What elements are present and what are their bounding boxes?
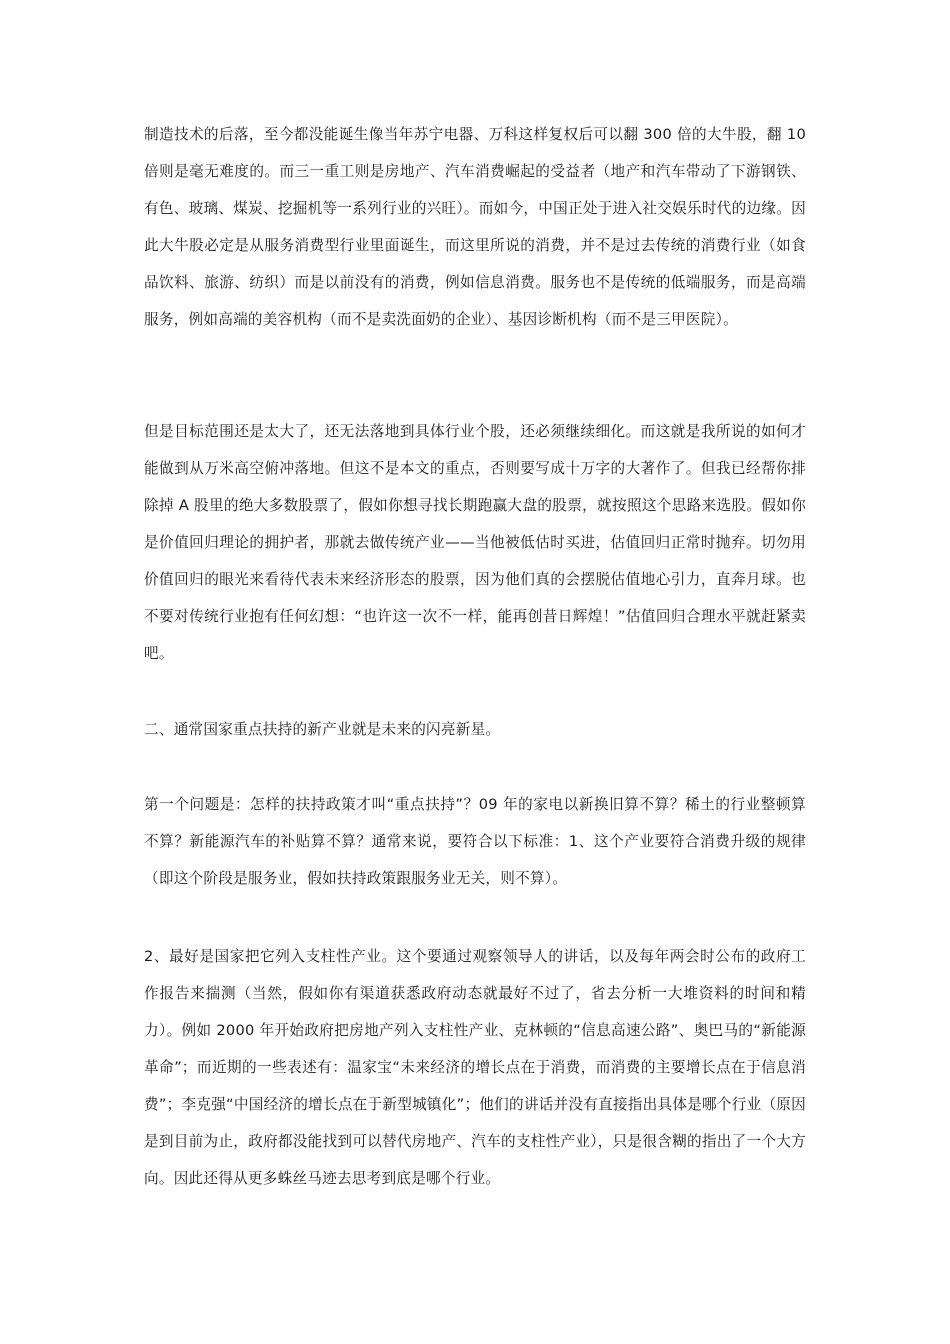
paragraph-pillar-industry: 2、最好是国家把它列入支柱性产业。这个要通过观察领导人的讲话，以及每年两会时公布的政府工作报告来揣测（当然，假如你有渠道获悉政府动态就最好不过了，省去分析一大堆资料的时间和精力）。例如 2000 年开始政府把房地产列入支柱性产业、克林顿的“信息高速公路”、奥巴马的“新能源革命”；而近期的一些表述有：温家宝“未来经济的增长点在于消费，而消费的主要增长点在于信息消费”；李克强“中国经济的增长点在于新型城镇化”；他们的讲话并没有直接指出具体是哪个行业（原因是到目前为止，政府都没能找到可以替代房地产、汽车的支柱性产业），只是很含糊的指出了一个大方向。因此还得从更多蛛丝马迹去思考到底是哪个行业。 (144, 948, 806, 1187)
paragraph-value-regression: 但是目标范围还是太大了，还无法落地到具体行业个股，还必须继续细化。而这就是我所说的如何才能做到从万米高空俯冲落地。但这不是本文的重点，否则要写成十万字的大著作了。但我已经帮你排除掉 A 股里的绝大多数股票了，假如你想寻找长期跑赢大盘的股票，就按照这个思路来选股。假如你是价值回归理论的拥护者，那就去做传统产业——当他被低估时买进，估值回归正常时抛弃。切勿用价值回归的眼光来看待代表未来经济形态的股票，因为他们真的会摆脱估值地心引力，直奔月球。也不要对传统行业抱有任何幻想：“也许这一次不一样，能再创昔日辉煌！”估值回归合理水平就赶紧卖吧。 (144, 423, 806, 662)
paragraph-policy-criteria: 第一个问题是：怎样的扶持政策才叫“重点扶持”？09 年的家电以新换旧算不算？稀土的行业整顿算不算？新能源汽车的补贴算不算？通常来说，要符合以下标准：1、这个产业要符合消费升级的规律（即这个阶段是服务业，假如扶持政策跟服务业无关，则不算）。 (144, 796, 806, 887)
section-heading-new-industries: 二、通常国家重点扶持的新产业就是未来的闪亮新星。 (144, 721, 501, 738)
paragraph-consumption-upgrade: 制造技术的后落，至今都没能诞生像当年苏宁电器、万科这样复权后可以翻 300 倍的大牛股，翻 10 倍则是毫无难度的。而三一重工则是房地产、汽车消费崛起的受益者（地产和汽车带动了下游钢铁、有色、玻璃、煤炭、挖掘机等一系列行业的兴旺）。而如今，中国正处于进入社交娱乐时代的边缘。因此大牛股必定是从服务消费型行业里面诞生，而这里所说的消费，并不是过去传统的消费行业（如食品饮料、旅游、纺织）而是以前没有的消费，例如信息消费。服务也不是传统的低端服务，而是高端服务，例如高端的美容机构（而不是卖洗面奶的企业）、基因诊断机构（而不是三甲医院）。 (144, 126, 806, 328)
